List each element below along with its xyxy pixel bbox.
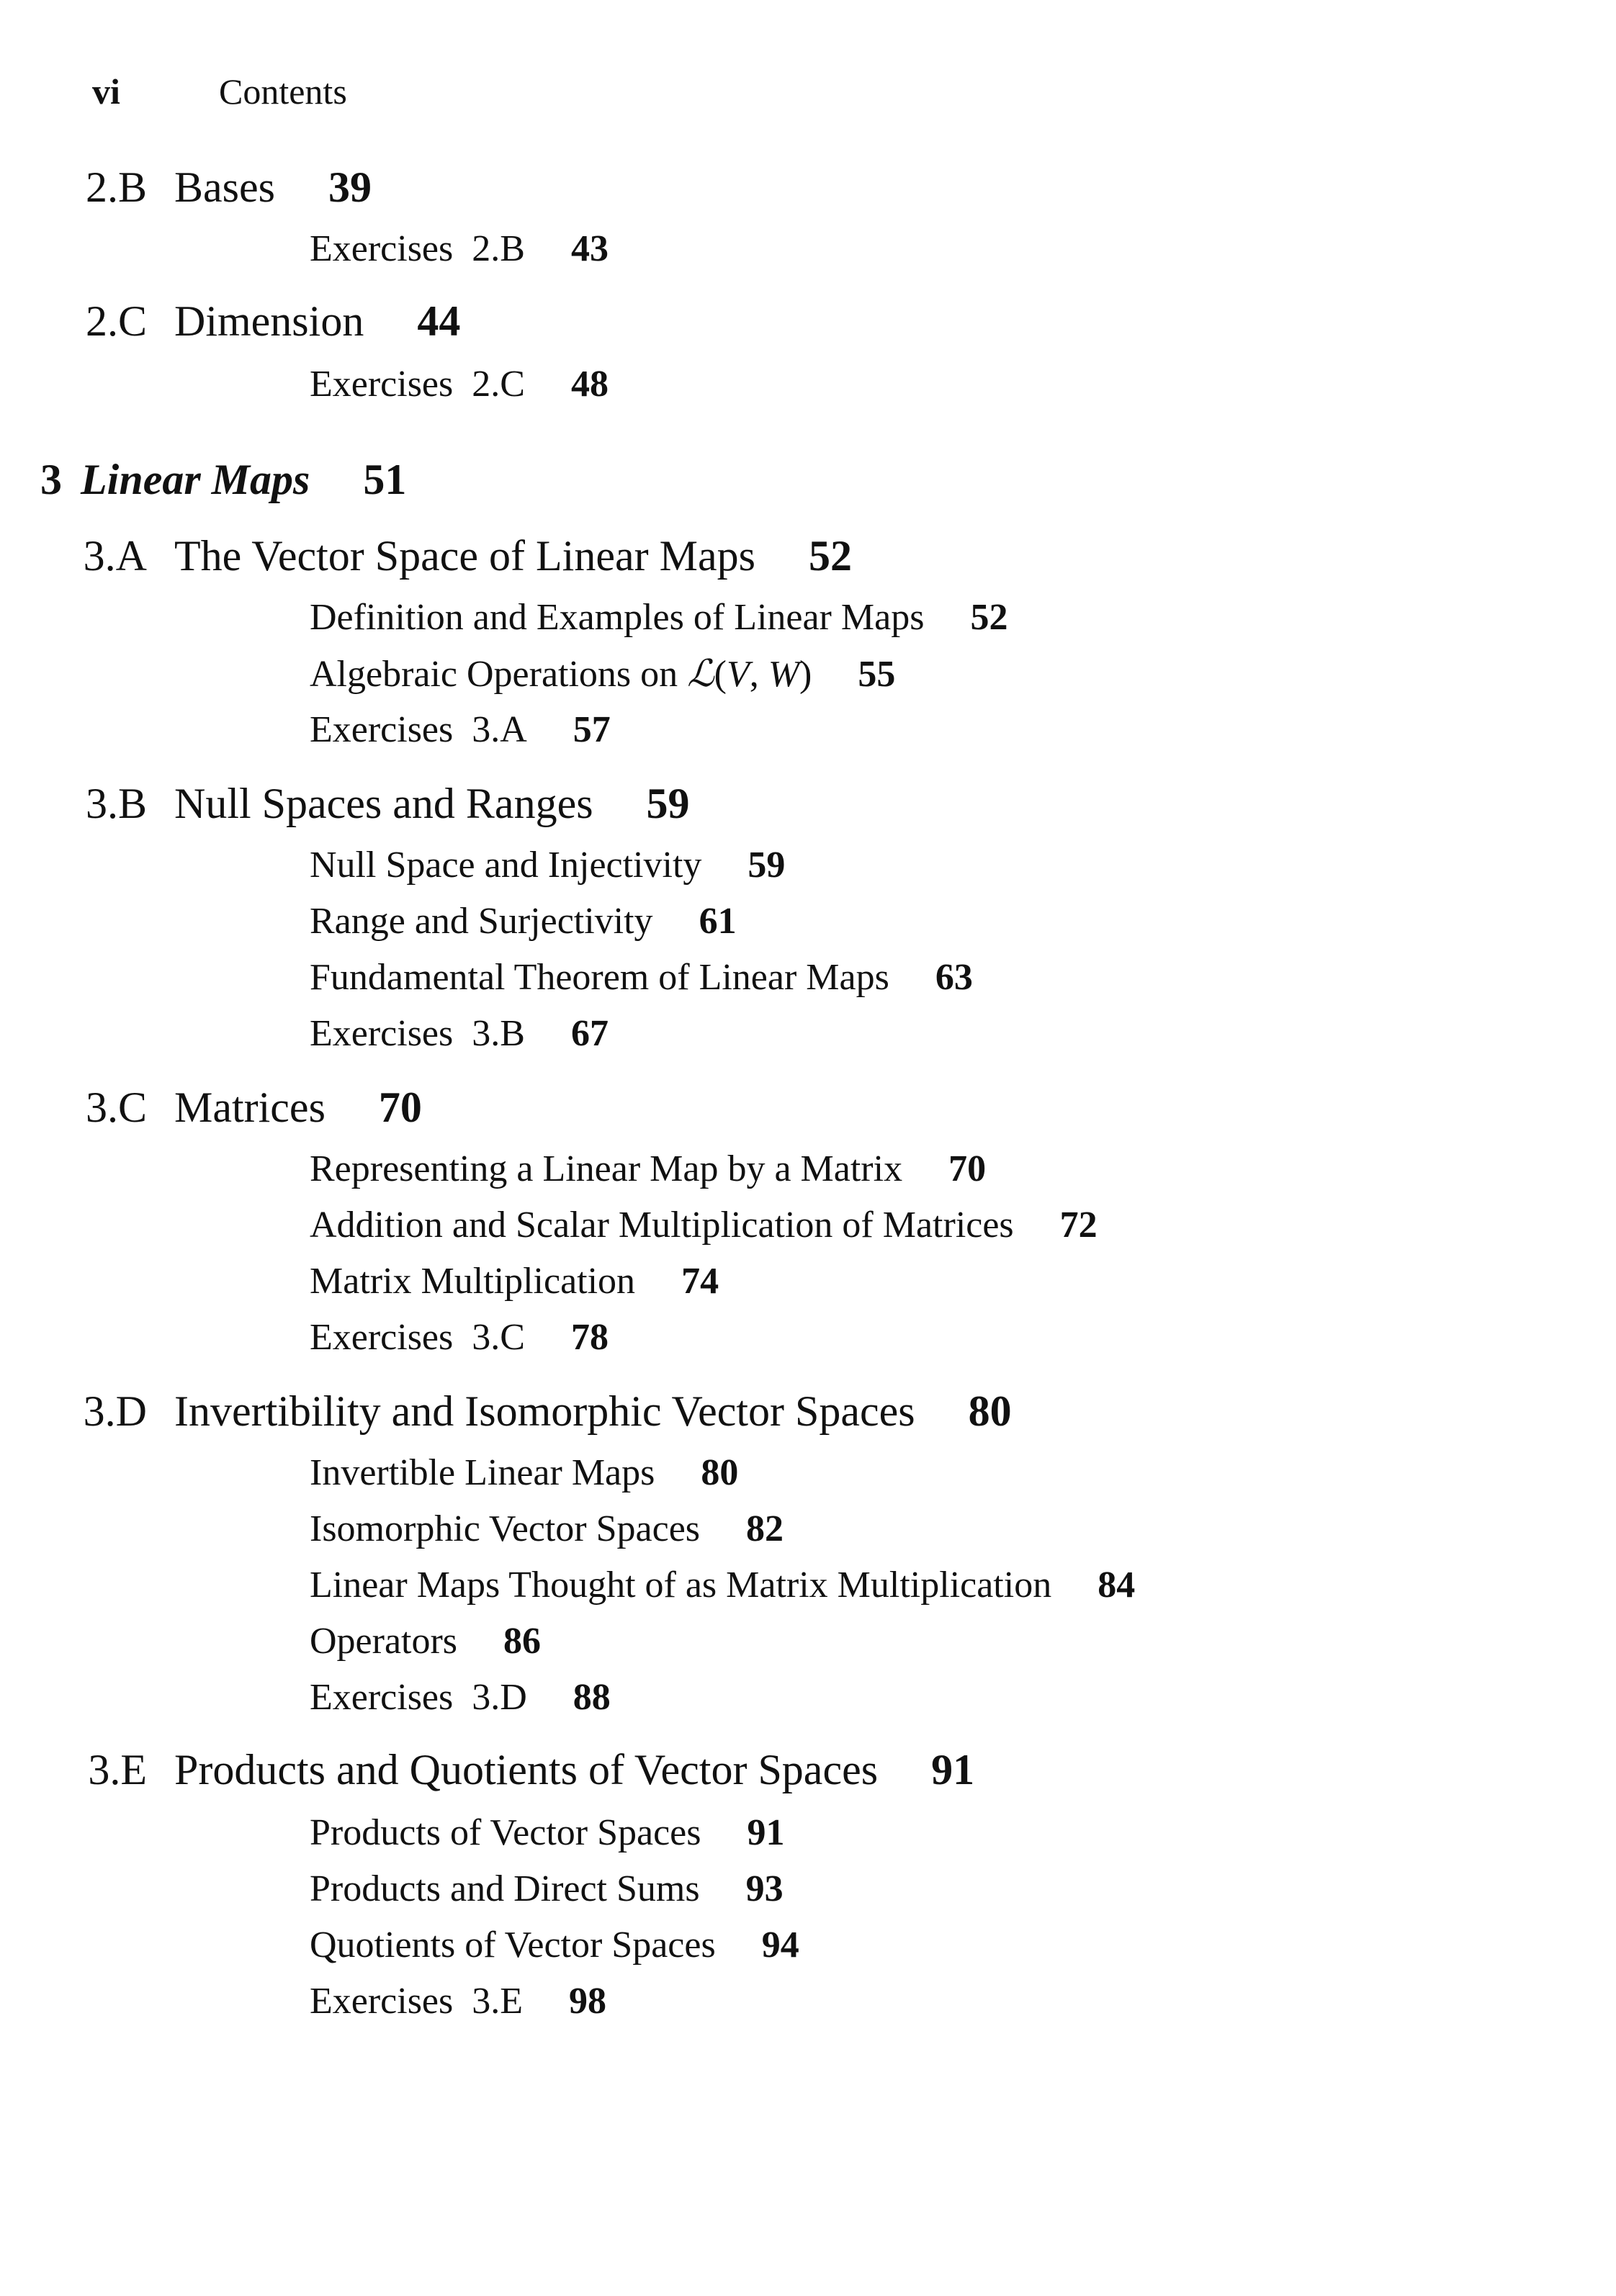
toc-subsection-3D-1[interactable] [310, 1451, 738, 1494]
section-label: 3.D [83, 1387, 147, 1435]
header-page-number: vi [92, 71, 120, 112]
section-title: Bases [174, 163, 275, 211]
subsection-title: Quotients of Vector Spaces [310, 1924, 716, 1966]
page-number: 82 [746, 1508, 784, 1549]
subsection-title: Definition and Examples of Linear Maps [310, 597, 925, 638]
header-title: Contents [219, 71, 347, 112]
section-title: Products and Quotients of Vector Spaces [174, 1746, 879, 1793]
subsection-title: Products of Vector Spaces [310, 1812, 701, 1853]
section-title: Null Spaces and Ranges [174, 780, 593, 827]
toc-chapter-3[interactable] [40, 455, 406, 505]
math-V: V [726, 654, 750, 695]
toc-subsection-3B-3[interactable] [310, 956, 973, 999]
math-separator: , [749, 654, 768, 695]
subsection-title-text: Algebraic Operations on [310, 654, 688, 695]
subsection-title: Exercises 3.C [310, 1317, 525, 1358]
page-number: 88 [573, 1677, 611, 1718]
page-number: 55 [858, 654, 896, 695]
subsection-title: Exercises 3.A [310, 709, 527, 750]
toc-subsection-2B-exercises[interactable] [310, 228, 609, 270]
math-W: W [768, 654, 800, 695]
chapter-title: Linear Maps [81, 456, 310, 503]
toc-subsection-3C-1[interactable] [310, 1148, 986, 1190]
page-number: 91 [747, 1812, 785, 1853]
page-number: 61 [699, 901, 737, 942]
toc-subsection-3A-exercises[interactable] [310, 708, 611, 751]
toc-subsection-3D-3[interactable] [310, 1564, 1135, 1606]
subsection-title: Exercises 2.C [310, 364, 525, 405]
toc-subsection-3D-exercises[interactable] [310, 1676, 611, 1719]
section-title: Dimension [174, 297, 364, 345]
page-number: 52 [808, 532, 852, 580]
page-number: 98 [569, 1981, 607, 2022]
page-number: 84 [1097, 1565, 1136, 1606]
section-label: 3.B [85, 780, 147, 827]
subsection-title: Linear Maps Thought of as Matrix Multiplication [310, 1565, 1052, 1606]
toc-subsection-3C-2[interactable] [310, 1204, 1097, 1246]
subsection-title: Exercises 3.E [310, 1981, 524, 2022]
toc-subsection-3E-1[interactable] [310, 1811, 785, 1854]
page-number: 57 [573, 709, 611, 750]
subsection-title: Operators [310, 1621, 458, 1662]
section-label: 3.C [85, 1084, 147, 1131]
running-header [92, 71, 347, 117]
subsection-title: Products and Direct Sums [310, 1868, 700, 1909]
page-number: 80 [701, 1452, 739, 1493]
chapter-number: 3 [40, 456, 62, 503]
toc-subsection-3A-2[interactable] [310, 652, 895, 695]
subsection-title: Fundamental Theorem of Linear Maps [310, 957, 889, 998]
page-number: 43 [570, 228, 609, 269]
subsection-title [310, 652, 812, 695]
math-open-paren: ( [714, 654, 727, 695]
toc-subsection-3B-exercises[interactable] [310, 1012, 609, 1055]
toc-subsection-3C-exercises[interactable] [310, 1316, 609, 1359]
subsection-title: Exercises 3.D [310, 1677, 527, 1718]
toc-section-3A[interactable] [46, 531, 852, 581]
toc-section-2B[interactable] [46, 163, 372, 212]
subsection-title: Range and Surjectivity [310, 901, 653, 942]
subsection-title: Addition and Scalar Multiplication of Matrices [310, 1205, 1014, 1246]
toc-subsection-3C-3[interactable] [310, 1260, 719, 1302]
toc-subsection-3E-3[interactable] [310, 1924, 799, 1966]
page-number: 80 [968, 1387, 1012, 1435]
page-number: 91 [931, 1746, 975, 1793]
math-expression [687, 654, 812, 695]
page-number: 59 [748, 845, 786, 886]
page-number: 86 [503, 1621, 542, 1662]
page-number: 93 [745, 1868, 784, 1909]
page-number: 94 [761, 1924, 799, 1966]
page-number: 44 [417, 297, 461, 345]
page-number: 52 [970, 597, 1008, 638]
subsection-title: Invertible Linear Maps [310, 1452, 655, 1493]
toc-subsection-3E-exercises[interactable] [310, 1980, 606, 2022]
section-label: 3.E [88, 1746, 147, 1793]
page-number: 78 [570, 1317, 609, 1358]
toc-section-2C[interactable] [46, 297, 460, 346]
toc-subsection-3B-1[interactable] [310, 844, 785, 886]
page-number: 63 [935, 957, 973, 998]
section-title: Invertibility and Isomorphic Vector Spaces [174, 1387, 915, 1435]
toc-section-3C[interactable] [46, 1083, 422, 1133]
toc-section-3B[interactable] [46, 779, 690, 829]
toc-subsection-3D-4[interactable] [310, 1620, 541, 1662]
math-close-paren: ) [799, 654, 812, 695]
section-label: 2.C [85, 297, 147, 345]
toc-subsection-3D-2[interactable] [310, 1508, 784, 1550]
subsection-title: Exercises 2.B [310, 228, 525, 269]
toc-section-3E[interactable] [46, 1745, 974, 1795]
page-number: 59 [646, 780, 690, 827]
page-number: 70 [948, 1148, 987, 1189]
math-script-L: ℒ [687, 654, 714, 695]
page-number: 48 [570, 364, 609, 405]
subsection-title: Representing a Linear Map by a Matrix [310, 1148, 903, 1189]
toc-section-3D[interactable] [46, 1387, 1012, 1436]
page-number: 74 [681, 1261, 719, 1302]
page-number: 39 [328, 163, 372, 211]
section-label: 2.B [85, 163, 147, 211]
page-number: 67 [570, 1013, 609, 1054]
section-label: 3.A [83, 532, 147, 580]
section-title: The Vector Space of Linear Maps [174, 532, 755, 580]
subsection-title: Exercises 3.B [310, 1013, 525, 1054]
subsection-title: Null Space and Injectivity [310, 845, 702, 886]
page-number: 72 [1059, 1205, 1097, 1246]
subsection-title: Matrix Multiplication [310, 1261, 636, 1302]
page-number: 51 [363, 456, 407, 503]
toc-subsection-3B-2[interactable] [310, 900, 737, 942]
page-number: 70 [378, 1084, 422, 1131]
toc-subsection-3A-1[interactable] [310, 596, 1007, 639]
toc-subsection-3E-2[interactable] [310, 1868, 784, 1910]
section-title: Matrices [174, 1084, 326, 1131]
subsection-title: Isomorphic Vector Spaces [310, 1508, 701, 1549]
toc-subsection-2C-exercises[interactable] [310, 363, 609, 405]
